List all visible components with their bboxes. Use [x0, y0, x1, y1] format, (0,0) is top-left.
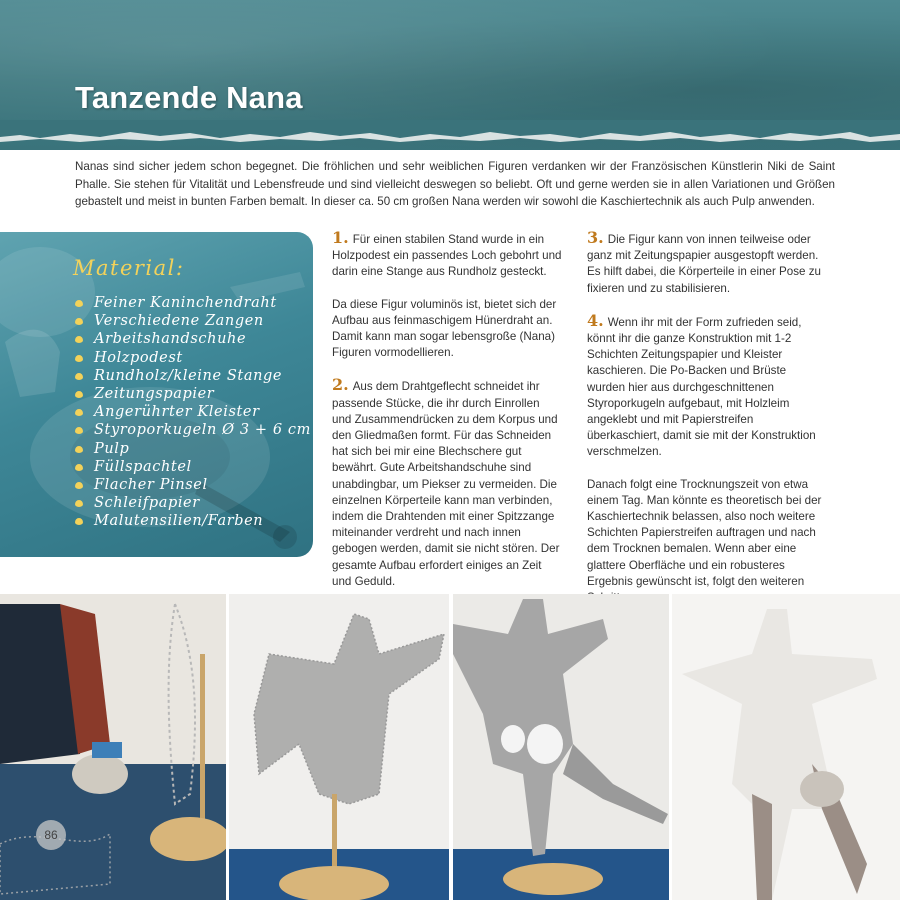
step-1-note: Da diese Figur voluminös ist, bietet sich der Aufbau aus feinmaschigem Hünerdraht an. Damit kann man sogar lebensgroße (Nana) Figuren vormodellieren. [332, 297, 557, 360]
bullet-icon [75, 373, 83, 380]
list-item: Pulp [73, 440, 311, 458]
steps-column-middle [332, 230, 562, 606]
list-item: Zeitungspapier [73, 385, 311, 403]
photo-wire-cutting [0, 594, 226, 900]
bullet-icon [75, 391, 83, 398]
photo-pulp-figure [672, 594, 900, 900]
photo-papier-mache-figure [453, 594, 669, 900]
list-item: Rundholz/kleine Stange [73, 367, 311, 385]
bullet-icon [75, 355, 83, 362]
bullet-icon [75, 318, 83, 325]
step-number: 4. [587, 310, 604, 330]
bullet-icon [75, 482, 83, 489]
list-item: Styroporkugeln Ø 3 + 6 cm [73, 421, 311, 439]
material-panel [0, 232, 313, 557]
bullet-icon [75, 464, 83, 471]
step-4-note: Danach folgt eine Trocknungszeit von etwa einem Tag. Man könnte es theoretisch bei der Kaschiertechnik belassen, also noch weitere Schichten Papierstreifen auftragen und nach dem Trocknen bemalen. Wenn aber eine glattere Oberfläche und ein robusteres Ergebnis gewünscht ist, folgt den weiteren [587, 477, 822, 588]
bullet-icon [75, 409, 83, 416]
page-title: Tanzende Nana [75, 80, 303, 115]
list-item: Holzpodest [73, 349, 311, 367]
list-item: Flacher Pinsel [73, 476, 311, 494]
step-4: 4. Wenn ihr mit der Form zufrieden seid, könnt ihr die ganze Konstruktion mit 1-2 Schichten Zeitungspapier und Kleister kaschieren. Die Po-Backen und Brüste wurden hier aus durchgeschnittenen Styroporkugeln aufgebaut, mit Holzleim angeklebt und mit Papierstreifen überkaschiert, damit sie mit der Konstruktion verschmelzen. [587, 310, 816, 459]
step-number: 1. [332, 228, 349, 247]
page-number: 86 [36, 820, 66, 850]
photo-strip [0, 594, 900, 900]
step-3: 3. Die Figur kann von innen teilweise oder ganz mit Zeitungspapier ausgestopft werden. Es hilft dabei, die Körperteile in einer Pose zu fixieren und zu stabilisieren. [587, 228, 821, 295]
list-item: Malutensilien/Farben [73, 512, 311, 530]
step-1: 1. Für einen stabilen Stand wurde in ein Holzpodest ein passendes Loch gebohrt und darin eine Stange aus Rundholz gesteckt. [332, 228, 562, 279]
material-title: Material: [73, 256, 185, 280]
list-item: Arbeitshandschuhe [73, 330, 311, 348]
list-item: Angerührter Kleister [73, 403, 311, 421]
material-list [73, 294, 311, 530]
intro-text: Nanas sind sicher jedem schon begegnet. Die fröhlichen und sehr weiblichen Figuren verdanken wir der Französischen Künstlerin Niki de Saint Phalle. Sie stehen für Vitalität und Lebensfreude und sind vielleicht deswegen so beliebt. Oft und gerne werden sie in allen Variationen und Größen gebastelt und meist in bunten Farben bemalt. In dieser ca. 50 cm großen Nana werden wir sowohl die Kaschiertechnik als auch Pulp anwenden. [75, 160, 835, 209]
step-number: 2. [332, 375, 349, 395]
bullet-icon [75, 446, 83, 453]
list-item: Feiner Kaninchendraht [73, 294, 311, 312]
bullet-icon [75, 427, 83, 434]
steps-column-right [587, 230, 827, 622]
photo-wire-figure [229, 594, 449, 900]
list-item: Schleifpapier [73, 494, 311, 512]
bullet-icon [75, 300, 83, 307]
list-item: Verschiedene Zangen [73, 312, 311, 330]
step-number: 3. [587, 228, 604, 247]
bullet-icon [75, 518, 83, 525]
bullet-icon [75, 336, 83, 343]
bullet-icon [75, 500, 83, 507]
torn-paper-edge [0, 120, 900, 154]
step-2: 2. Aus dem Drahtgeflecht schneidet ihr passende Stücke, die ihr durch Einrollen und Zusammendrücken zu dem Korpus und den Gliedmaßen formt. Für das Schneiden hat sich bei mir eine Blechschere gut bewährt. Gute Arbeitshandschuhe sind unabdingbar, um Piekser zu vermeiden. Die einzelnen Körperteile kann man verbinden, indem die Drahtenden mit einer Spitzzange miteinander verdreht und nach innen gebogen werden, damit sie nicht stören. Der gesamte Aufbau erfordert einiges an Zeit und Geduld. [332, 375, 560, 588]
list-item: Füllspachtel [73, 458, 311, 476]
